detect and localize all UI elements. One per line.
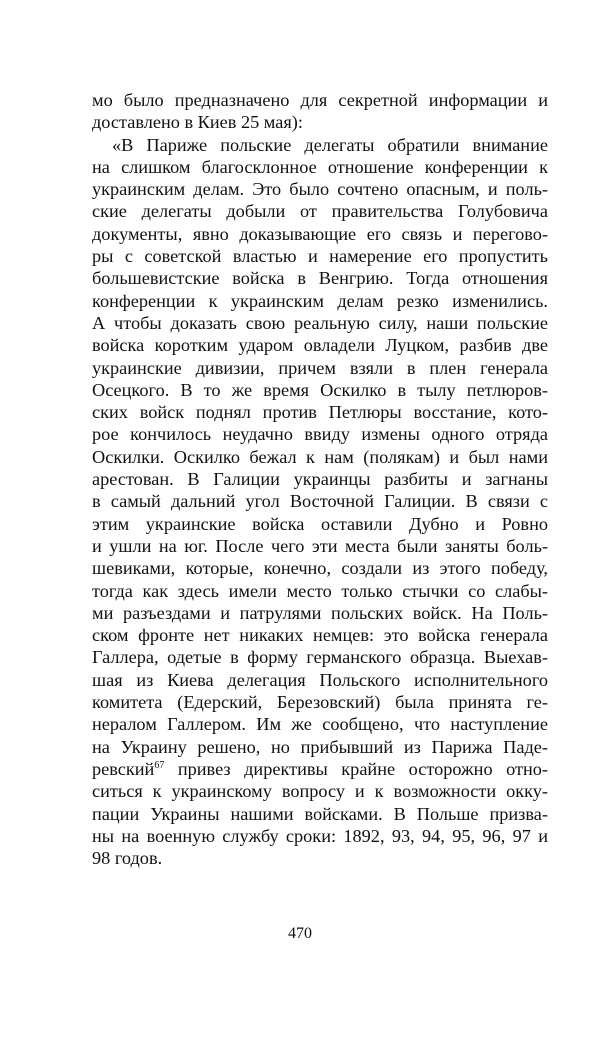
text-line: ском фронте нет никаких немцев: это войска генерала: [92, 625, 548, 646]
body-text: [92, 89, 548, 869]
text-line: шая из Киева делегация Польского исполнительного: [92, 669, 548, 690]
text-line: документы, явно доказывающие его связь и перегово-: [92, 223, 548, 244]
text-line: Оскилки. Оскилко бежал к нам (полякам) и был нами: [92, 446, 548, 467]
text-line: украинским делам. Это было сочтено опасным, и поль-: [92, 179, 548, 200]
text-line: ны на военную службу сроки: 1892, 93, 94, 95, 96, 97 и: [92, 825, 548, 846]
text-line: арестован. В Галиции украинцы разбиты и загнаны: [92, 469, 548, 490]
page-number: 470: [288, 925, 312, 942]
text-line: ские делегаты добыли от правительства Голубовича: [92, 201, 548, 222]
text-line: и ушли на юг. После чего эти места были заняты боль-: [92, 535, 548, 556]
text-line: этим украинские войска оставили Дубно и Ровно: [92, 513, 548, 534]
text-line: на Украину решено, но прибывший из Парижа Паде-: [92, 736, 548, 757]
text-line: в самый дальний угол Восточной Галиции. В связи с: [92, 491, 548, 512]
text-line: ских войск поднял против Петлюры восстание, кото-: [92, 402, 548, 423]
text-line: Галлера, одетые в форму германского образца. Выехав-: [92, 647, 548, 668]
text-line: войска коротким ударом овладели Луцком, разбив две: [92, 335, 548, 356]
text-line: мо было предназначено для секретной информации и: [92, 90, 548, 110]
text-line: рое кончилось неудачно ввиду измены одного отряда: [92, 424, 548, 445]
text-line: комитета (Едерский, Березовский) была принята ге-: [92, 692, 548, 713]
text-line: Осецкого. В то же время Оскилко в тылу петлюров-: [92, 379, 548, 400]
text-line: нералом Галлером. Им же сообщено, что наступление: [92, 714, 548, 735]
text-line: А чтобы доказать свою реальную силу, наши польские: [92, 312, 548, 333]
footnote-reference[interactable]: 67: [154, 759, 165, 771]
text-line: пации Украины нашими войсками. В Польше призва-: [92, 803, 548, 824]
text-line: ми разъездами и патрулями польских войск. На Поль-: [92, 602, 548, 623]
text-line: тогда как здесь имели место только стычки со слабы-: [92, 580, 548, 601]
text-line: большевистские войска в Венгрию. Тогда отношения: [92, 268, 548, 289]
text-segment: ревский: [92, 758, 155, 779]
text-line: на слишком благосклонное отношение конференции к: [92, 156, 548, 177]
text-line: шевиками, которые, конечно, создали из этого победу,: [92, 558, 548, 579]
text-line: ры с советской властью и намерение его пропустить: [92, 246, 548, 267]
text-line: украинские дивизии, причем взяли в плен генерала: [92, 357, 548, 378]
text-line: «В Париже польские делегаты обратили внимание: [112, 134, 548, 155]
text-line: конференции к украинским делам резко изменились.: [92, 290, 548, 311]
text-line: 98 годов.: [92, 848, 163, 869]
text-segment: привез директивы крайне осторожно отно-: [164, 758, 548, 779]
text-line: доставлено в Киев 25 мая):: [92, 112, 303, 133]
text-line-with-footnote: [92, 758, 548, 780]
text-line: ситься к украинскому вопросу и к возможности окку-: [92, 781, 548, 802]
